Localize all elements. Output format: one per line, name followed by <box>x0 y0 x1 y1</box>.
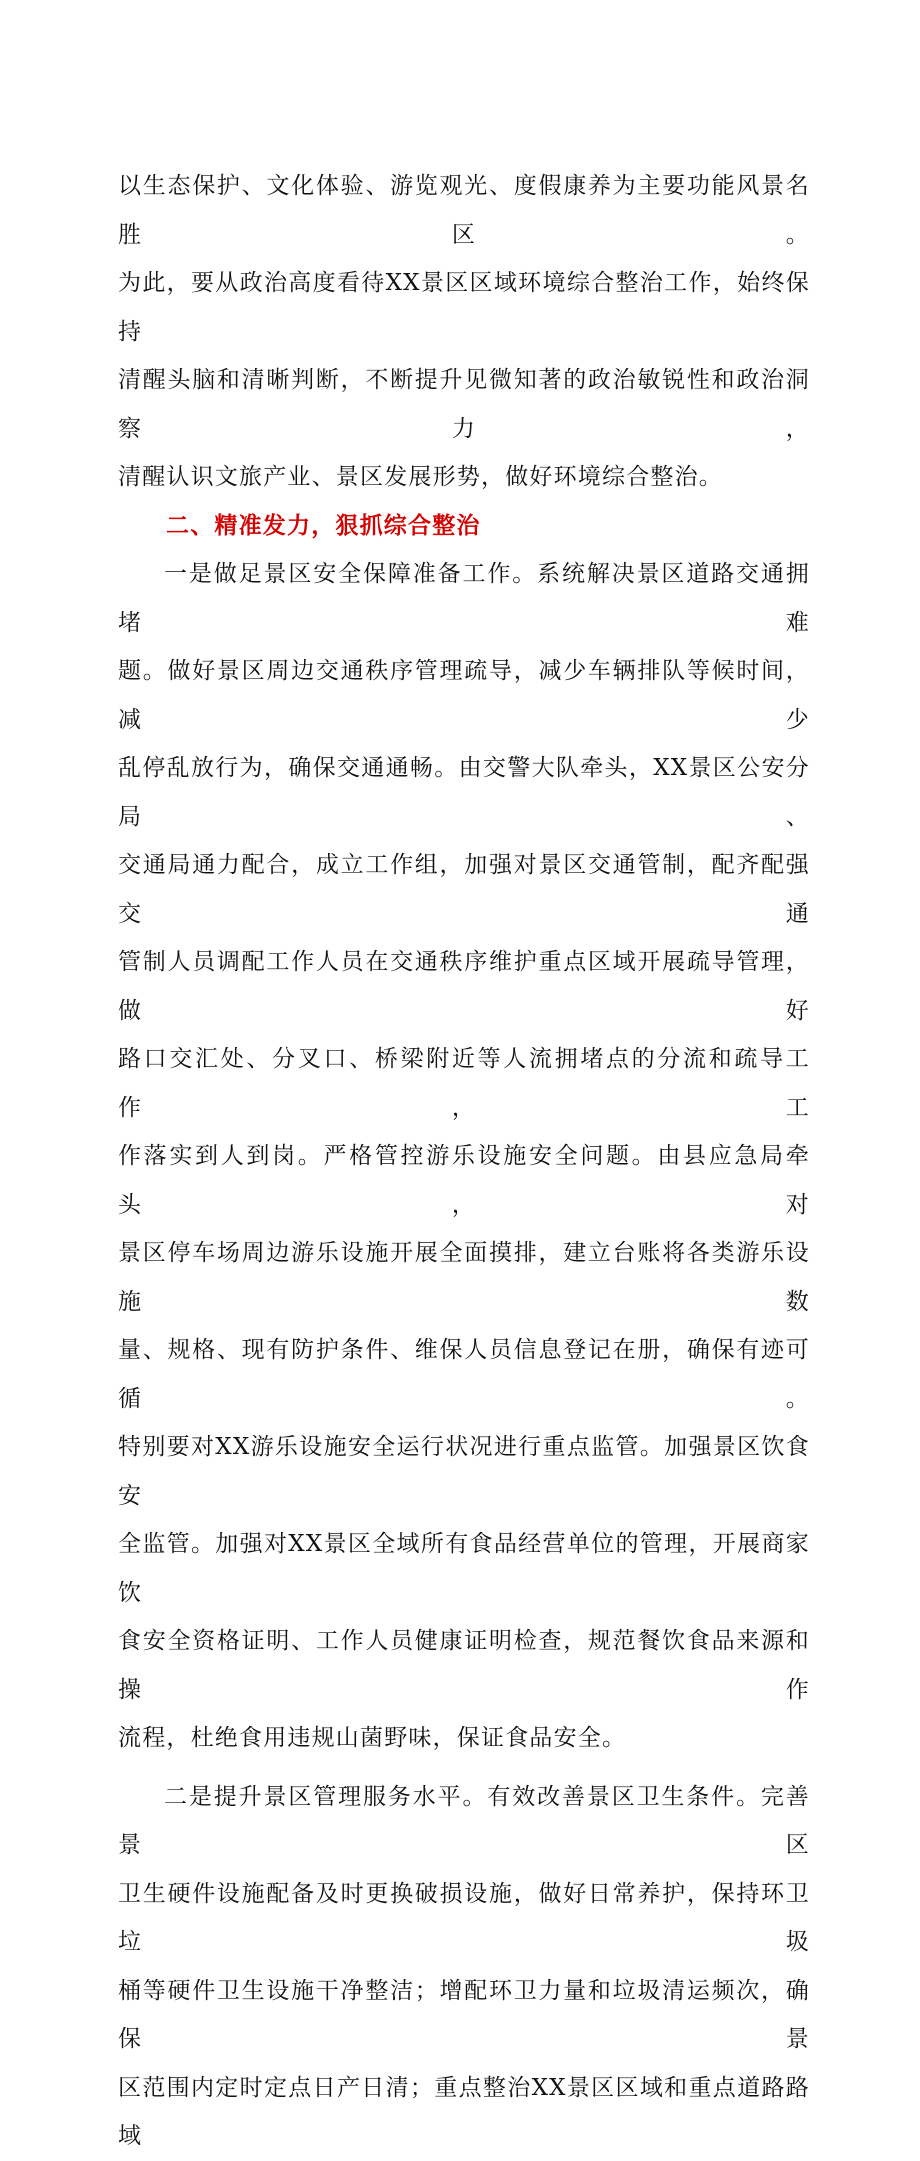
text-line: 题。做好景区周边交通秩序管理疏导，减少车辆排队等候时间，减少 <box>118 658 810 733</box>
paragraph-safety <box>118 550 810 1763</box>
document-page <box>118 162 810 2161</box>
text-line: 特别要对XX游乐设施安全运行状况进行重点监管。加强景区饮食安 <box>118 1434 810 1509</box>
text-line: 一是做足景区安全保障准备工作。系统解决景区道路交通拥堵难 <box>118 561 810 636</box>
text-line: 桶等硬件卫生设施干净整洁；增配环卫力量和垃圾清运频次，确保景 <box>118 1977 810 2052</box>
text-line: 食安全资格证明、工作人员健康证明检查，规范餐饮食品来源和操作 <box>118 1628 810 1703</box>
text-line: 景区停车场周边游乐设施开展全面摸排，建立台账将各类游乐设施数 <box>118 1240 810 1315</box>
text-line: 清醒头脑和清晰判断，不断提升见微知著的政治敏锐性和政治洞察力， <box>118 367 810 442</box>
text-line: 路口交汇处、分叉口、桥梁附近等人流拥堵点的分流和疏导工作，工 <box>118 1046 810 1121</box>
text-line: 卫生硬件设施配备及时更换破损设施，做好日常养护，保持环卫垃圾 <box>118 1880 810 1955</box>
text-line: 清醒认识文旅产业、景区发展形势，做好环境综合整治。 <box>118 464 723 490</box>
section1-paragraph <box>118 162 810 502</box>
text-line: 乱停乱放行为，确保交通通畅。由交警大队牵头，XX景区公安分局、 <box>118 755 810 830</box>
paragraph-service <box>118 1773 810 2161</box>
text-line: 全监管。加强对XX景区全域所有食品经营单位的管理，开展商家饮 <box>118 1531 810 1606</box>
text-line: 以生态保护、文化体验、游览观光、度假康养为主要功能风景名胜区。 <box>118 173 810 248</box>
text-line: 管制人员调配工作人员在交通秩序维护重点区域开展疏导管理，做好 <box>118 949 810 1024</box>
text-line: 二是提升景区管理服务水平。有效改善景区卫生条件。完善景区 <box>118 1783 810 1858</box>
text-line: 量、规格、现有防护条件、维保人员信息登记在册，确保有迹可循。 <box>118 1337 810 1412</box>
section-heading: 二、精准发力，狠抓综合整治 <box>166 512 481 539</box>
text-line: 区范围内定时定点日产日清；重点整治XX景区区域和重点道路路域 <box>118 2074 810 2149</box>
text-line: 为此，要从政治高度看待XX景区区域环境综合整治工作，始终保持 <box>118 270 810 345</box>
text-line: 流程，杜绝食用违规山菌野味，保证食品安全。 <box>118 1725 627 1751</box>
text-line: 作落实到人到岗。严格管控游乐设施安全问题。由县应急局牵头，对 <box>118 1143 810 1218</box>
text-line: 交通局通力配合，成立工作组，加强对景区交通管制，配齐配强交通 <box>118 852 810 927</box>
